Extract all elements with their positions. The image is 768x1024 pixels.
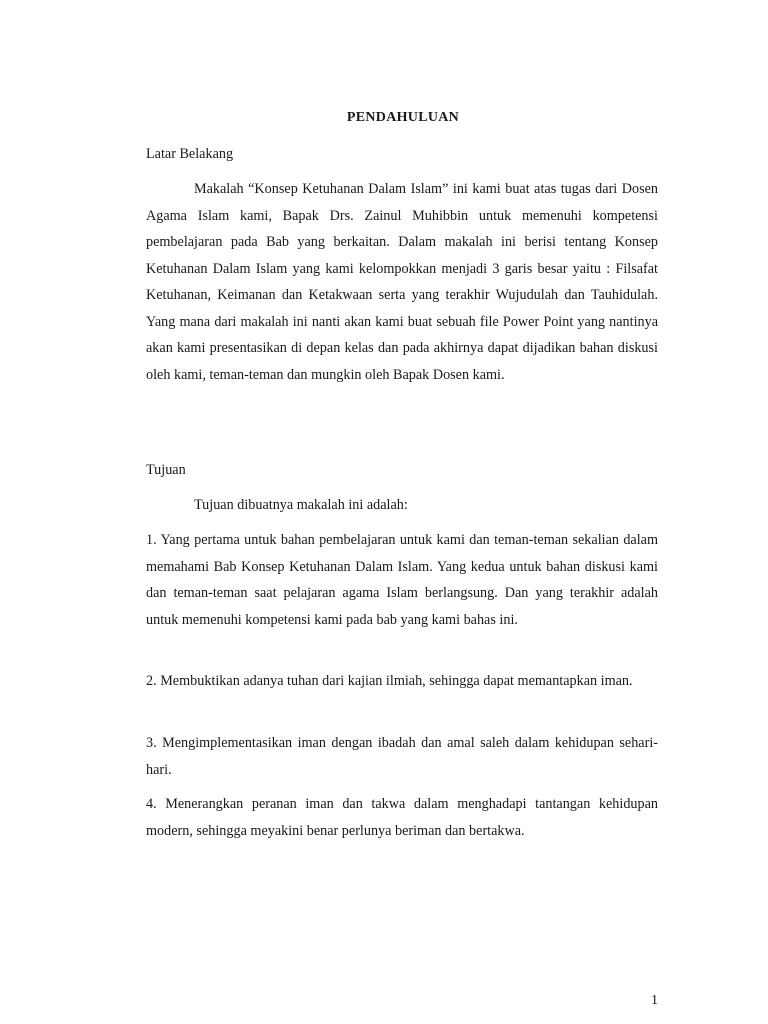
section-heading-latar-belakang: Latar Belakang: [146, 146, 234, 162]
page-title: PENDAHULUAN: [346, 110, 460, 125]
purpose-intro-text: Tujuan dibuatnya makalah ini adalah:: [194, 497, 408, 513]
section-heading-tujuan: Tujuan: [146, 462, 186, 478]
purpose-list-item: 4. Menerangkan peranan iman dan takwa dalam menghadapi tantangan kehidupan modern, sehingga meyakini benar perlunya beriman dan bertakwa.: [146, 796, 658, 839]
purpose-list-item: 2. Membuktikan adanya tuhan dari kajian ilmiah, sehingga dapat memantapkan iman.: [146, 673, 633, 689]
page-number: 1: [651, 993, 658, 1008]
purpose-list-item: 1. Yang pertama untuk bahan pembelajaran untuk kami dan teman-teman sekalian dalam memahami Bab Konsep Ketuhanan Dalam Islam. Yang kedua untuk bahan diskusi kami dan teman-teman saat pelajaran agama Islam berlangsung. Dan yang terakhir adalah untuk memenuhi kompetensi kami pada bab yang kami bahas ini.: [146, 532, 658, 628]
purpose-intro: [146, 492, 658, 519]
background-paragraph-text: Makalah “Konsep Ketuhanan Dalam Islam” ini kami buat atas tugas dari Dosen Agama Islam kami, Bapak Drs. Zainul Muhibbin untuk memenuhi kompetensi pembelajaran pada Bab yang berkaitan. Dalam makalah ini berisi tentang Konsep Ketuhanan Dalam Islam yang kami kelompokkan menjadi 3 garis besar yaitu : Filsafat Ketuhanan, Keimanan dan Ketakwaan serta yang terakhir Wujudulah dan Tauhidulah. Yang mana dari makalah ini nanti akan kami buat sebuah file Power Point yang nantinya akan kami presentasikan di depan kelas dan pada akhirnya dapat dijadikan bahan diskusi oleh kami, teman-teman dan mungkin oleh Bapak Dosen kami.: [146, 181, 658, 383]
background-paragraph: [146, 176, 658, 388]
purpose-list-item: 3. Mengimplementasikan iman dengan ibadah dan amal saleh dalam kehidupan sehari-hari.: [146, 735, 658, 778]
